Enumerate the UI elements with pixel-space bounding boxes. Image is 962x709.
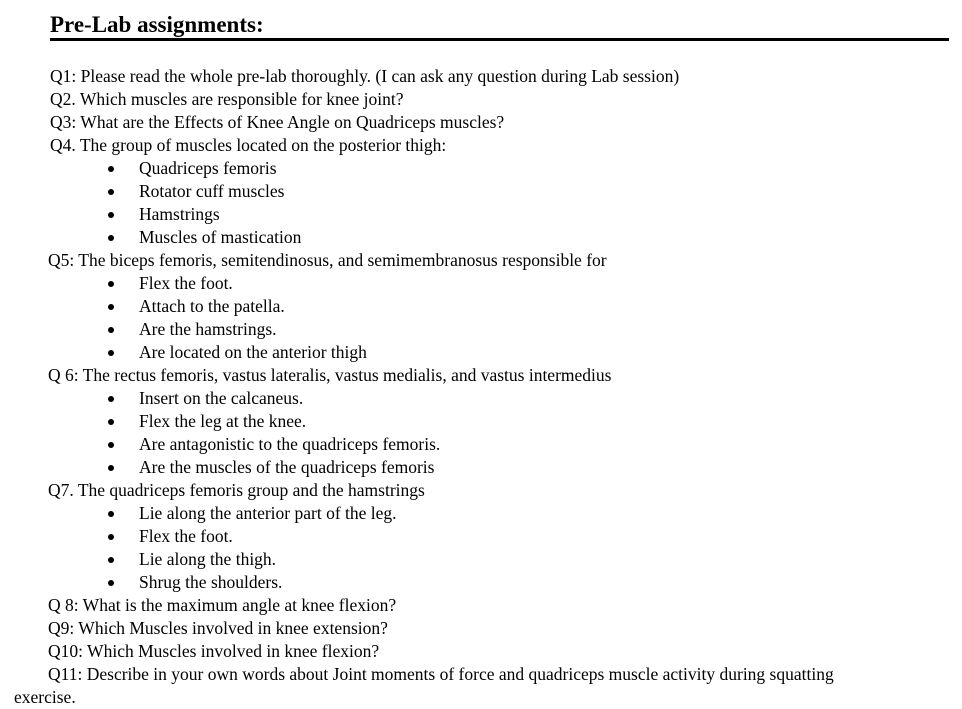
option-item bbox=[0, 571, 962, 594]
option-text: Flex the foot. bbox=[139, 526, 233, 546]
question-11-continuation: exercise. bbox=[14, 687, 76, 707]
option-item bbox=[0, 272, 962, 295]
question-1: Q1: Please read the whole pre-lab thoroughly. (I can ask any question during Lab session) bbox=[50, 66, 680, 86]
bullet-icon bbox=[108, 327, 114, 333]
option-item bbox=[0, 548, 962, 571]
option-text: Are antagonistic to the quadriceps femoris. bbox=[139, 434, 441, 454]
option-item bbox=[0, 525, 962, 548]
bullet-icon bbox=[108, 281, 114, 287]
option-text: Rotator cuff muscles bbox=[139, 181, 285, 201]
question-5: Q5: The biceps femoris, semitendinosus, and semimembranosus responsible for bbox=[48, 250, 607, 270]
page-title: Pre-Lab assignments: bbox=[50, 12, 264, 37]
bullet-icon bbox=[108, 511, 114, 517]
option-item bbox=[0, 387, 962, 410]
question-3: Q3: What are the Effects of Knee Angle on Quadriceps muscles? bbox=[50, 112, 505, 132]
option-item bbox=[0, 180, 962, 203]
bullet-icon bbox=[108, 396, 114, 402]
option-text: Flex the leg at the knee. bbox=[139, 411, 307, 431]
title-underline bbox=[50, 38, 949, 41]
option-item bbox=[0, 433, 962, 456]
option-item bbox=[0, 456, 962, 479]
option-text: Are located on the anterior thigh bbox=[139, 342, 367, 362]
option-item bbox=[0, 341, 962, 364]
question-7: Q7. The quadriceps femoris group and the hamstrings bbox=[48, 480, 425, 500]
question-4: Q4. The group of muscles located on the posterior thigh: bbox=[50, 135, 447, 155]
bullet-icon bbox=[108, 304, 114, 310]
option-text: Flex the foot. bbox=[139, 273, 233, 293]
bullet-icon bbox=[108, 235, 114, 241]
question-2: Q2. Which muscles are responsible for knee joint? bbox=[50, 89, 404, 109]
bullet-icon bbox=[108, 465, 114, 471]
bullet-icon bbox=[108, 350, 114, 356]
option-item bbox=[0, 410, 962, 433]
option-text: Muscles of mastication bbox=[139, 227, 302, 247]
option-item bbox=[0, 203, 962, 226]
option-text: Shrug the shoulders. bbox=[139, 572, 283, 592]
question-list bbox=[0, 65, 962, 709]
option-text: Lie along the thigh. bbox=[139, 549, 277, 569]
question-6: Q 6: The rectus femoris, vastus lateralis, vastus medialis, and vastus intermedius bbox=[48, 365, 612, 385]
bullet-icon bbox=[108, 442, 114, 448]
bullet-icon bbox=[108, 189, 114, 195]
bullet-icon bbox=[108, 419, 114, 425]
question-11: Q11: Describe in your own words about Joint moments of force and quadriceps muscle activity during squatting bbox=[48, 664, 834, 684]
bullet-icon bbox=[108, 166, 114, 172]
question-8: Q 8: What is the maximum angle at knee flexion? bbox=[48, 595, 397, 615]
option-item bbox=[0, 157, 962, 180]
bullet-icon bbox=[108, 557, 114, 563]
option-text: Insert on the calcaneus. bbox=[139, 388, 304, 408]
option-text: Lie along the anterior part of the leg. bbox=[139, 503, 397, 523]
option-text: Are the muscles of the quadriceps femoris bbox=[139, 457, 435, 477]
question-10: Q10: Which Muscles involved in knee flexion? bbox=[48, 641, 380, 661]
option-item bbox=[0, 318, 962, 341]
bullet-icon bbox=[108, 212, 114, 218]
option-item bbox=[0, 226, 962, 249]
question-9: Q9: Which Muscles involved in knee extension? bbox=[48, 618, 388, 638]
option-text: Hamstrings bbox=[139, 204, 220, 224]
bullet-icon bbox=[108, 534, 114, 540]
option-text: Quadriceps femoris bbox=[139, 158, 277, 178]
option-text: Attach to the patella. bbox=[139, 296, 285, 316]
bullet-icon bbox=[108, 580, 114, 586]
option-item bbox=[0, 295, 962, 318]
option-item bbox=[0, 502, 962, 525]
option-text: Are the hamstrings. bbox=[139, 319, 277, 339]
